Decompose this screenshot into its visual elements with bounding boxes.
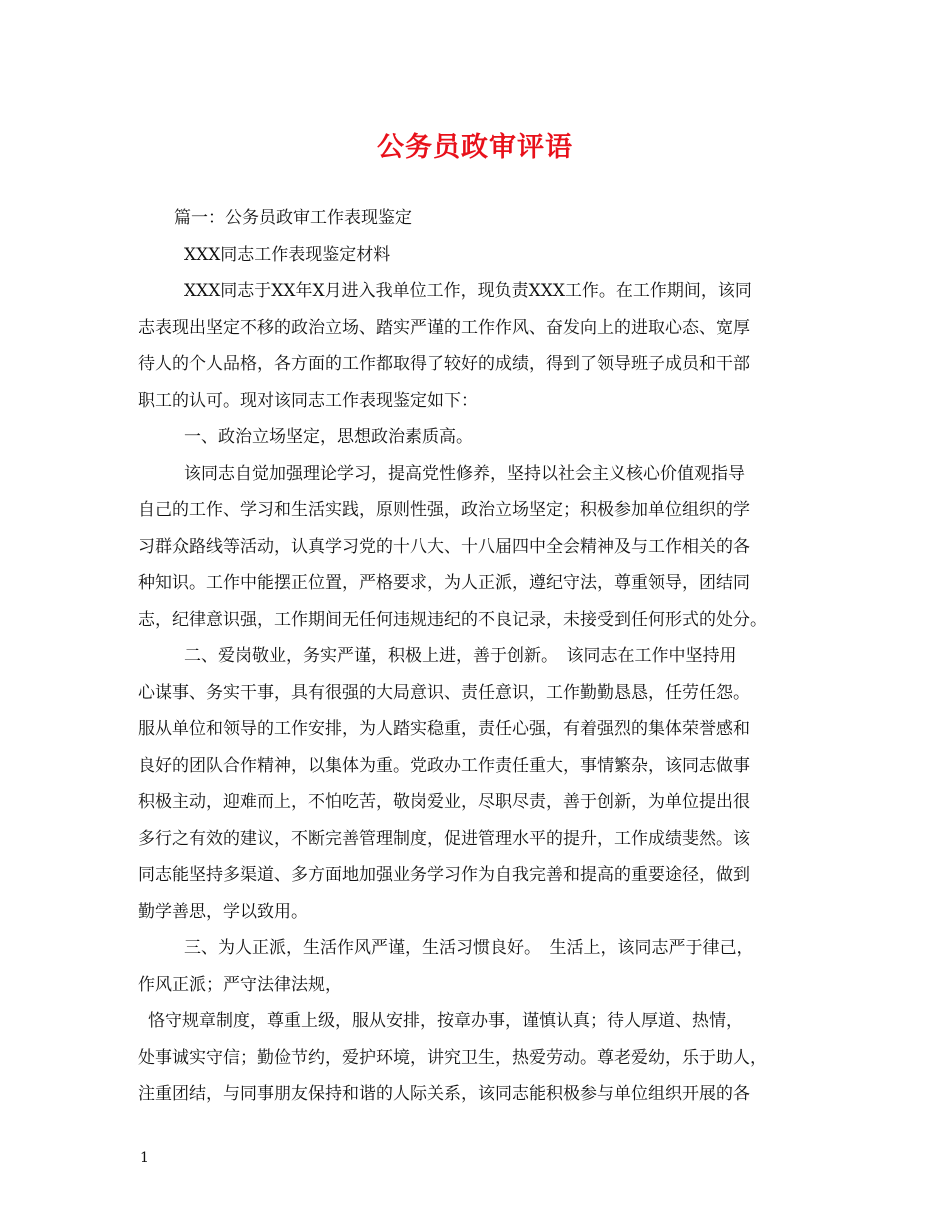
subheading: XXX同志工作表现鉴定材料	[184, 244, 391, 265]
paragraph-line: XXX同志于XX年X月进入我单位工作，现负责XXX工作。在工作期间，该同	[184, 281, 752, 301]
page-number: 1	[140, 1150, 149, 1166]
paragraph-line: 多行之有效的建议，不断完善管理制度，促进管理水平的提升，工作成绩斐然。该	[138, 828, 750, 849]
paragraph-line: 恪守规章制度，尊重上级，服从安排，按章办事，谨慎认真；待人厚道、热情，	[148, 1011, 743, 1031]
paragraph-line: 积极主动，迎难而上，不怕吃苦，敬岗爱业，尽职尽责，善于创新，为单位提出很	[138, 792, 750, 812]
paragraph-line: 服从单位和领导的工作安排，为人踏实稳重，责任心强，有着强烈的集体荣誉感和	[138, 719, 750, 739]
document-title: 公务员政审评语	[377, 132, 573, 163]
section-heading: 篇一：公务员政审工作表现鉴定	[174, 208, 412, 228]
paragraph-line: 习群众路线等活动，认真学习党的十八大、十八届四中全会精神及与工作相关的各	[138, 536, 750, 557]
paragraph-line: 该同志自觉加强理论学习，提高党性修养，坚持以社会主义核心价值观指导	[184, 463, 745, 484]
paragraph-line: 职工的认可。现对该同志工作表现鉴定如下：	[138, 390, 478, 411]
paragraph-line: 心谋事、务实干事，具有很强的大局意识、责任意识，工作勤勤恳恳，任劳任怨。	[138, 682, 750, 703]
section-heading: 二、爱岗敬业，务实严谨，积极上进，善于创新。 该同志在工作中坚持用	[184, 646, 737, 666]
paragraph-line: 志表现出坚定不移的政治立场、踏实严谨的工作作风、奋发向上的进取心态、宽厚	[138, 317, 750, 338]
section-heading: 三、为人正派，生活作风严谨，生活习惯良好。 生活上，该同志严于律己，	[184, 938, 754, 958]
paragraph-line: 注重团结，与同事朋友保持和谐的人际关系，该同志能积极参与单位组织开展的各	[138, 1084, 750, 1104]
paragraph-line: 待人的个人品格，各方面的工作都取得了较好的成绩，得到了领导班子成员和干部	[138, 354, 750, 374]
paragraph-line: 自己的工作、学习和生活实践，原则性强，政治立场坚定；积极参加单位组织的学	[138, 500, 750, 520]
paragraph-line: 种知识。工作中能摆正位置，严格要求，为人正派，遵纪守法，尊重领导，团结同	[138, 573, 750, 593]
document-body	[138, 200, 814, 1113]
paragraph-line: 良好的团队合作精神，以集体为重。党政办工作责任重大，事情繁杂，该同志做事	[138, 755, 750, 776]
paragraph-line: 作风正派；严守法律法规，	[138, 974, 342, 995]
paragraph-line: 处事诚实守信；勤俭节约，爱护环境，讲究卫生，热爱劳动。尊老爱幼，乐于助人，	[138, 1047, 767, 1068]
paragraph-line: 勤学善思，学以致用。	[138, 901, 308, 922]
paragraph-line: 志，纪律意识强，工作期间无任何违规违纪的不良记录，未接受到任何形式的处分。	[138, 609, 767, 630]
paragraph-line: 同志能坚持多渠道、多方面地加强业务学习作为自我完善和提高的重要途径，做到	[138, 865, 750, 885]
section-heading: 一、政治立场坚定，思想政治素质高。	[184, 427, 473, 447]
